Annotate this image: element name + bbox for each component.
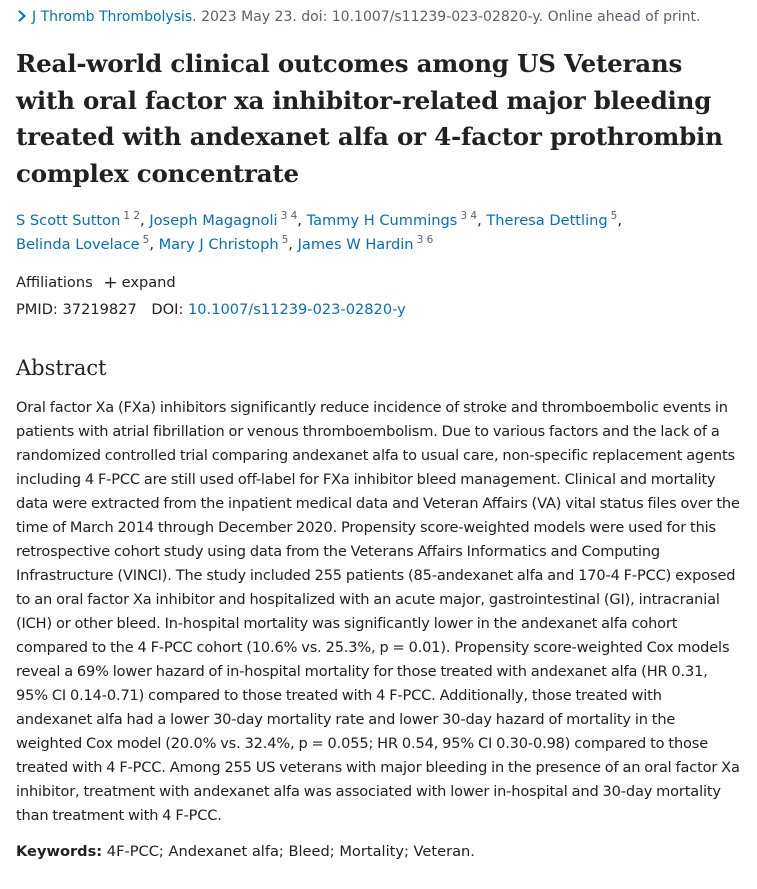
author-affiliation-ref[interactable]: 3 4 — [460, 210, 478, 222]
author-link[interactable]: S Scott Sutton — [16, 212, 121, 229]
citation-details: 2023 May 23. doi: 10.1007/s11239-023-02820-y. Online ahead of print. — [196, 9, 701, 25]
expand-label: expand — [121, 274, 176, 291]
author-affiliation-ref[interactable]: 1 2 — [123, 210, 141, 222]
author-affiliation-ref[interactable]: 3 4 — [280, 210, 298, 222]
abstract-text: Oral factor Xa (FXa) inhibitors significantly reduce incidence of stroke and thromboembolic events in patients with atrial fibrillation or venous thromboembolism. Due to various factors and the lack of a randomized controlled trial comparing andexanet alfa to usual care, non-specific replacement agents including 4 F-PCC are still used off-label for FXa inhibitor bleed management. Clinical and mortality data were extracted from the inpatient medical data and Veteran Affairs (VA) vital status files over the time of March 2014 through December 2020. Propensity score-weighted models were used for this retrospective cohort study using data from the Veterans Affairs Informatics and Computing Infrastructure (VINCI). The study included 255 patients (85-andexanet alfa and 170-4 F-PCC) exposed to an oral factor Xa inhibitor and hospitalized with an acute major, gastrointestinal (GI), intracranial (ICH) or other bleed. In-hospital mortality was significantly lower in the andexanet alfa cohort compared to the 4 F-PCC cohort (10.6% vs. 25.3%, p = 0.01). Propensity score-weighted Cox models reveal a 69% lower hazard of in-hospital mortality for those treated with andexanet alfa (HR 0.31, 95% CI 0.14-0.71) compared to those treated with 4 F-PCC. Additionally, those treated with andexanet alfa had a lower 30-day mortality rate and lower 30-day hazard of mortality in the weighted Cox model (20.0% vs. 32.4%, p = 0.055; HR 0.54, 95% CI 0.30-0.98) compared to those treated with 4 F-PCC. Among 255 US veterans with major bleeding in the presence of an oral factor Xa inhibitor, treatment with andexanet alfa was associated with lower in-hospital and 30-day mortality than treatment with 4 F-PCC. — [16, 399, 740, 824]
author-link[interactable]: Joseph Magagnoli — [149, 212, 278, 229]
author-link[interactable]: Belinda Lovelace — [16, 236, 140, 253]
abstract-heading: Abstract — [16, 356, 107, 380]
doi-label: DOI: — [151, 301, 184, 318]
journal-link[interactable]: J Thromb Thrombolysis. — [32, 9, 197, 25]
author-affiliation-ref[interactable]: 3 6 — [416, 234, 434, 246]
chevron-right-icon[interactable] — [16, 9, 28, 23]
author-link[interactable]: James W Hardin — [297, 236, 414, 253]
affiliations-toggle — [16, 273, 176, 293]
author-link[interactable]: Tammy H Cummings — [306, 212, 458, 229]
author-affiliation-ref[interactable]: 5 — [610, 210, 618, 222]
author-link[interactable]: Mary J Christoph — [158, 236, 279, 253]
pmid-label: PMID: — [16, 301, 58, 318]
keywords-text: 4F-PCC; Andexanet alfa; Bleed; Mortality; Veteran. — [106, 843, 475, 860]
doi-link[interactable]: 10.1007/s11239-023-02820-y — [188, 301, 406, 318]
keywords — [16, 841, 475, 863]
article-identifiers — [16, 299, 406, 321]
author-link[interactable]: Theresa Dettling — [486, 212, 608, 229]
pmid-value: 37219827 — [62, 301, 137, 318]
keywords-label: Keywords: — [16, 843, 103, 860]
expand-affiliations-button[interactable] — [103, 274, 175, 291]
authors-list: S Scott Sutton $^{1 2}$, Joseph Magagnoli $^{3 4}$, Tammy H Cummings $^{3 4}$, Theresa Dettling $^5$, Belinda Lovelace $^5$, Mary J Christoph $^5$, James W Hardin $^{3 6}$ — [16, 210, 622, 253]
plus-icon: + — [103, 273, 118, 293]
article-title: Real-world clinical outcomes among US Veterans with oral factor xa inhibitor-related major bleeding treated with andexanet alfa or 4-factor prothrombin complex concentrate — [16, 49, 723, 188]
affiliations-label: Affiliations — [16, 274, 93, 291]
author-affiliation-ref[interactable]: 5 — [142, 234, 150, 246]
author-affiliation-ref[interactable]: 5 — [281, 234, 289, 246]
citation-line — [16, 7, 700, 27]
